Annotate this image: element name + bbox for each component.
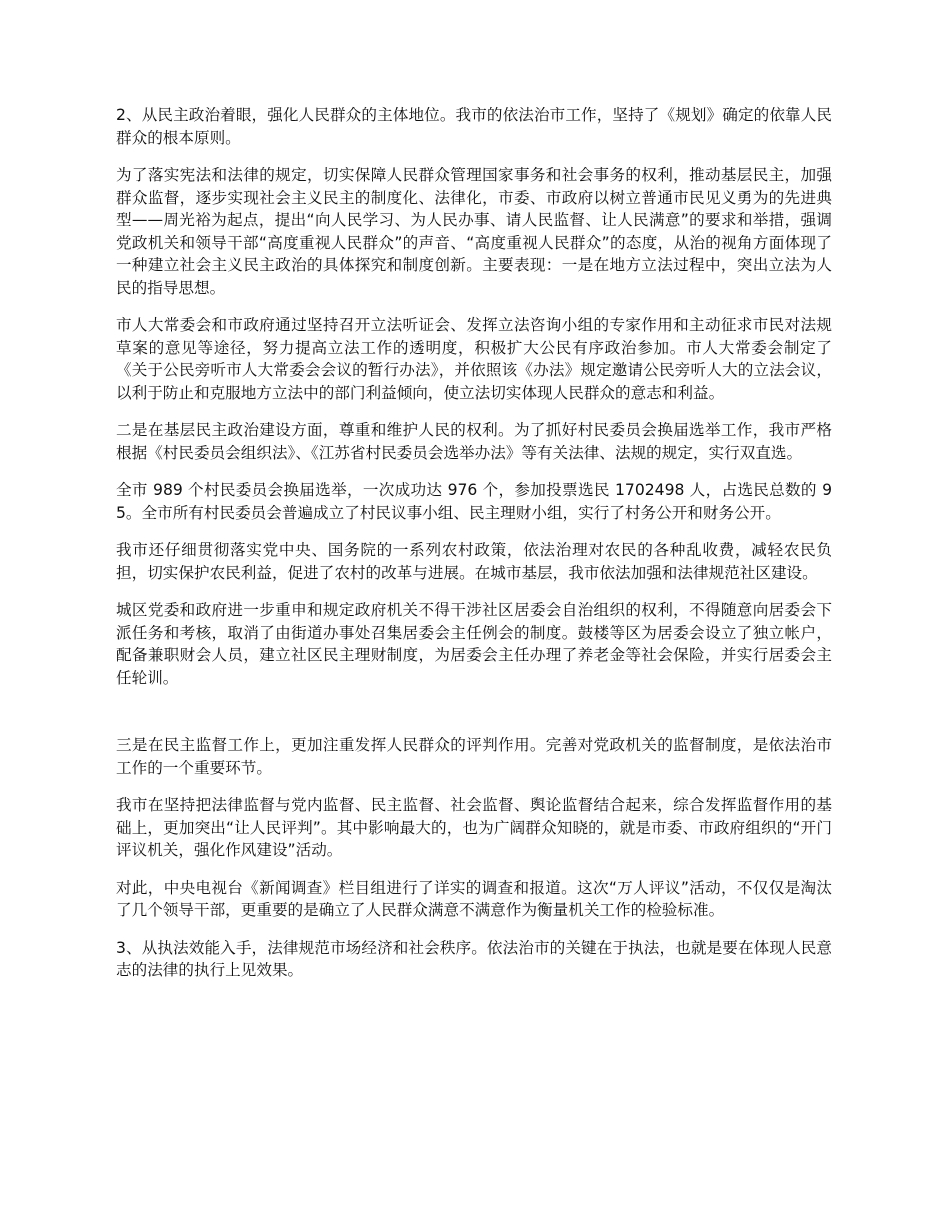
paragraph-1: 2、从民主政治着眼，强化人民群众的主体地位。我市的依法治市工作，坚持了《规划》确定的依靠人民群众的根本原则。 <box>116 106 832 147</box>
paragraph-6: 我市还仔细贯彻落实党中央、国务院的一系列农村政策，依法治理对农民的各种乱收费，减轻农民负担，切实保护农民利益，促进了农村的改革与进展。在城市基层，我市依法加强和法律规范社区建设。 <box>116 541 832 582</box>
paragraph-3: 市人大常委会和市政府通过坚持召开立法听证会、发挥立法咨询小组的专家作用和主动征求市民对法规草案的意见等途径，努力提高立法工作的透明度，积极扩大公民有序政治参加。市人大常委会制定了《关于公民旁听市人大常委会会议的暂行办法》，并依照该《办法》规定邀请公民旁听人大的立法会议，以利于防止和克服地方立法中的部门利益倾向，使立法切实体现人民群众的意志和利益。 <box>116 316 832 402</box>
paragraph-10: 对此，中央电视台《新闻调查》栏目组进行了详实的调查和报道。这次“万人评议”活动，不仅仅是淘汰了几个领导干部，更重要的是确立了人民群众满意不满意作为衡量机关工作的检验标准。 <box>116 878 832 919</box>
paragraph-5: 全市 989 个村民委员会换届选举，一次成功达 976 个，参加投票选民 1702498 人，占选民总数的 95。全市所有村民委员会普遍成立了村民议事小组、民主理财小组，实行了村务公开和财务公开。 <box>116 481 832 522</box>
paragraph-2: 为了落实宪法和法律的规定，切实保障人民群众管理国家事务和社会事务的权利，推动基层民主，加强群众监督，逐步实现社会主义民主的制度化、法律化，市委、市政府以树立普通市民见义勇为的先进典型——周光裕为起点，提出“向人民学习、为人民办事、请人民监督、让人民满意”的要求和举措，强调党政机关和领导干部“高度重视人民群众”的声音、“高度重视人民群众”的态度，从治的视角方面体现了一种建立社会主义民主政治的具体探究和制度创新。主要表现：一是在地方立法过程中，突出立法为人民的指导思想。 <box>116 166 832 297</box>
paragraph-7: 城区党委和政府进一步重申和规定政府机关不得干涉社区居委会自治组织的权利，不得随意向居委会下派任务和考核，取消了由街道办事处召集居委会主任例会的制度。鼓楼等区为居委会设立了独立帐户，配备兼职财会人员，建立社区民主理财制度，为居委会主任办理了养老金等社会保险，并实行居委会主任轮训。 <box>116 601 832 687</box>
paragraph-8: 三是在民主监督工作上，更加注重发挥人民群众的评判作用。完善对党政机关的监督制度，是依法治市工作的一个重要环节。 <box>116 736 832 777</box>
paragraph-9: 我市在坚持把法律监督与党内监督、民主监督、社会监督、舆论监督结合起来，综合发挥监督作用的基础上，更加突出“让人民评判”。其中影响最大的，也为广阔群众知晓的，就是市委、市政府组织的“开门评议机关，强化作风建设”活动。 <box>116 796 832 859</box>
paragraph-4: 二是在基层民主政治建设方面，尊重和维护人民的权利。为了抓好村民委员会换届选举工作，我市严格根据《村民委员会组织法》、《江苏省村民委员会选举办法》等有关法律、法规的规定，实行双直选。 <box>116 421 832 462</box>
paragraph-11: 3、从执法效能入手，法律规范市场经济和社会秩序。依法治市的关键在于执法，也就是要在体现人民意志的法律的执行上见效果。 <box>116 938 832 979</box>
